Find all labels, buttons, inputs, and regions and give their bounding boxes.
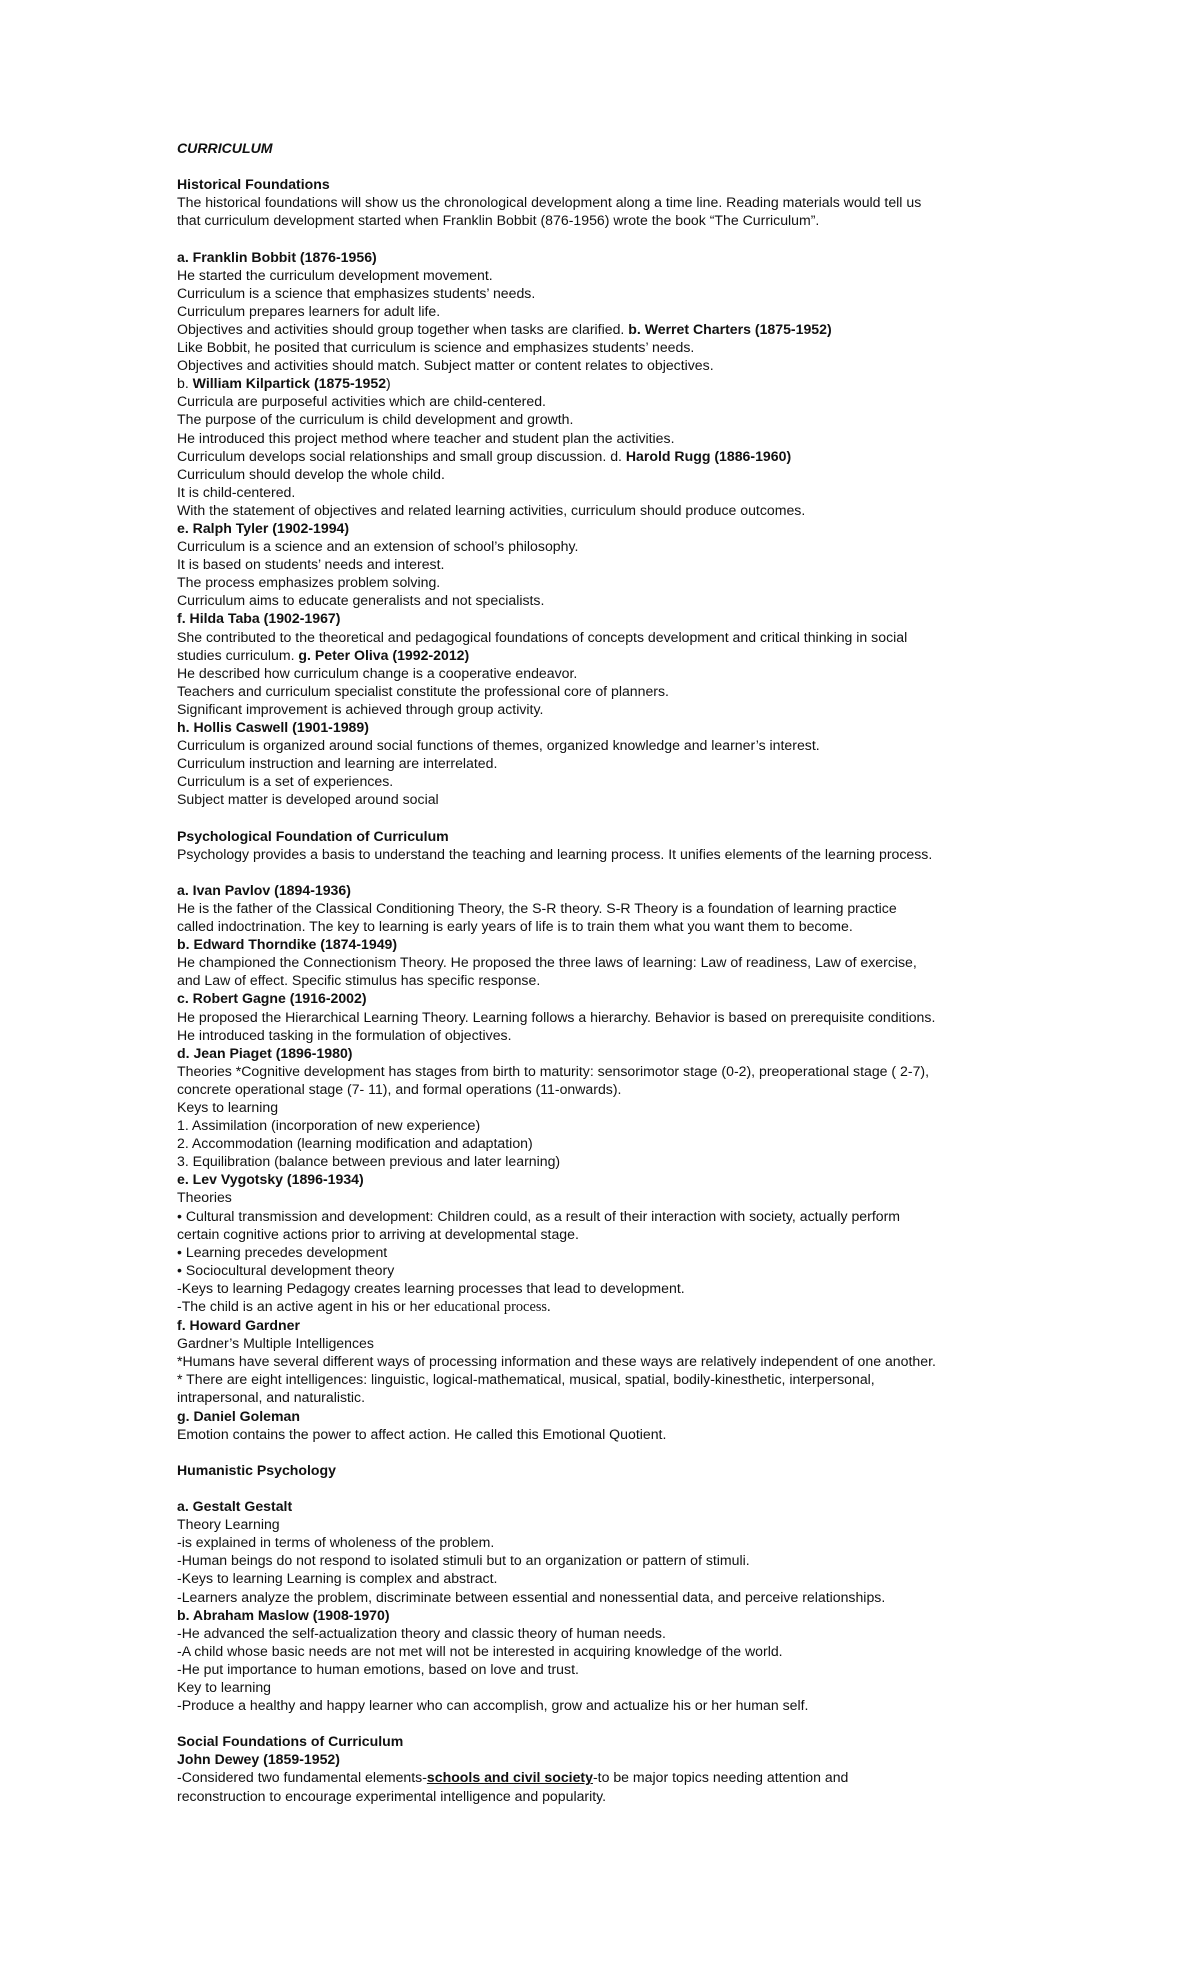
text-line [177,1062,1037,1080]
text-segment: Curriculum should develop the whole child. [177,465,445,482]
text-line [177,1008,1037,1026]
text-segment: It is based on students’ needs and interest. [177,556,445,573]
text-segment: -Human beings do not respond to isolated stimuli but to an organization or pattern of stimuli. [177,1552,750,1569]
bold-text: a. Gestalt Gestalt [177,1498,293,1515]
text-line [177,1261,1037,1279]
text-line [177,1116,1037,1134]
document-page [177,139,1037,1805]
text-segment: Theories [177,1189,232,1206]
underlined-text: schools and civil society [426,1769,593,1786]
text-segment: *Humans have several different ways of processing information and these ways are relatively independent of one another. [177,1353,936,1370]
bold-text: Social Foundations of Curriculum [177,1733,404,1750]
text-segment: -A child whose basic needs are not met will not be interested in acquiring knowledge of the world. [177,1642,783,1659]
text-segment: Psychology provides a basis to understand the teaching and learning process. It unifies elements of the learning process. [177,845,933,862]
text-segment: Like Bobbit, he posited that curriculum is science and emphasizes students’ needs. [177,339,695,356]
bold-text: b. Edward Thorndike (1874-1949) [177,936,398,953]
text-line [177,1026,1037,1044]
text-segment: • Cultural transmission and development: Children could, as a result of their interaction with society, actually perform [177,1207,901,1224]
text-line [177,1768,1037,1786]
text-line [177,1606,1037,1624]
text-line [177,1134,1037,1152]
bold-text: Historical Foundations [177,176,330,193]
blank-line [177,1714,1037,1732]
text-segment: She contributed to the theoretical and pedagogical foundations of concepts development and critical thinking in social [177,628,908,645]
text-segment: 1. Assimilation (incorporation of new experience) [177,1117,481,1134]
text-segment: educational process. [433,1299,551,1315]
text-line [177,519,1037,537]
text-line [177,1551,1037,1569]
text-line [177,338,1037,356]
text-line [177,754,1037,772]
text-line [177,917,1037,935]
text-segment: Significant improvement is achieved through group activity. [177,700,544,717]
text-segment: 2. Accommodation (learning modification and adaptation) [177,1135,533,1152]
bold-text: a. Franklin Bobbit (1876-1956) [177,248,377,265]
text-line [177,501,1037,519]
text-line [177,1225,1037,1243]
text-segment: Curriculum aims to educate generalists and not specialists. [177,592,545,609]
bold-text: g. Peter Oliva (1992-2012) [298,646,470,663]
text-line [177,211,1037,229]
text-segment: Teachers and curriculum specialist constitute the professional core of planners. [177,682,669,699]
text-segment: He started the curriculum development movement. [177,266,493,283]
text-line [177,175,1037,193]
bold-text: John Dewey (1859-1952) [177,1751,340,1768]
text-line [177,1569,1037,1587]
text-line [177,628,1037,646]
bold-text: b. Werret Charters (1875-1952) [628,320,832,337]
text-segment: -is explained in terms of wholeness of the problem. [177,1534,495,1551]
text-line [177,1407,1037,1425]
text-line [177,935,1037,953]
bold-text: Humanistic Psychology [177,1461,336,1478]
text-line [177,573,1037,591]
text-line [177,1334,1037,1352]
text-line [177,248,1037,266]
text-line [177,1279,1037,1297]
text-line [177,989,1037,1007]
text-line [177,1080,1037,1098]
bold-text: d. Jean Piaget (1896-1980) [177,1044,353,1061]
text-segment: Keys to learning [177,1098,279,1115]
bold-text: William Kilpartick (1875-1952 [192,375,387,392]
document-title: CURRICULUM [177,140,273,156]
text-line [177,1732,1037,1750]
text-line [177,1370,1037,1388]
text-segment: Objectives and activities should match. Subject matter or content relates to objectives. [177,357,714,374]
text-line [177,193,1037,211]
text-line [177,1678,1037,1696]
text-line [177,664,1037,682]
text-line [177,700,1037,718]
text-line [177,1388,1037,1406]
text-line [177,410,1037,428]
text-segment: -He advanced the self-actualization theory and classic theory of human needs. [177,1624,666,1641]
bold-text: Psychological Foundation of Curriculum [177,827,449,844]
text-line [177,1297,1037,1316]
text-line [177,1425,1037,1443]
bold-text: Harold Rugg (1886-1960) [625,447,792,464]
text-line [177,1787,1037,1805]
text-line [177,1624,1037,1642]
bold-text: c. Robert Gagne (1916-2002) [177,990,367,1007]
text-line [177,1188,1037,1206]
text-segment: intrapersonal, and naturalistic. [177,1389,366,1406]
blank-line [177,1479,1037,1497]
text-line [177,537,1037,555]
text-segment: -Learners analyze the problem, discriminate between essential and nonessential data, and perceive relationships. [177,1588,886,1605]
text-segment: He is the father of the Classical Conditioning Theory, the S-R theory. S-R Theory is a foundation of learning practice [177,899,897,916]
text-line [177,1316,1037,1334]
text-line [177,1642,1037,1660]
text-segment: -Produce a healthy and happy learner who can accomplish, grow and actualize his or her human self. [177,1697,809,1714]
text-segment: Curriculum is a set of experiences. [177,773,394,790]
blank-line [177,229,1037,247]
text-segment: * There are eight intelligences: linguistic, logical-mathematical, musical, spatial, bodily-kinesthetic, interpersonal, [177,1371,875,1388]
text-segment: Curriculum instruction and learning are interrelated. [177,755,498,772]
text-segment: The historical foundations will show us the chronological development along a time line. Reading materials would tell us [177,194,922,211]
blank-line [177,157,1037,175]
text-line [177,736,1037,754]
text-line [177,1461,1037,1479]
text-line [177,429,1037,447]
text-line [177,465,1037,483]
bold-text: a. Ivan Pavlov (1894-1936) [177,881,351,898]
text-line [177,374,1037,392]
text-line [177,320,1037,338]
text-segment: He described how curriculum change is a cooperative endeavor. [177,664,578,681]
text-line [177,1588,1037,1606]
text-segment: The purpose of the curriculum is child development and growth. [177,411,574,428]
text-segment: With the statement of objectives and related learning activities, curriculum should produce outcomes. [177,501,806,518]
text-line [177,718,1037,736]
text-line [177,899,1037,917]
text-line [177,302,1037,320]
text-line [177,772,1037,790]
text-segment: 3. Equilibration (balance between previous and later learning) [177,1153,561,1170]
text-line [177,845,1037,863]
text-segment: Curriculum develops social relationships and small group discussion. d. [177,447,626,464]
text-segment: He proposed the Hierarchical Learning Theory. Learning follows a hierarchy. Behavior is based on prerequisite conditions. [177,1008,936,1025]
text-segment: The process emphasizes problem solving. [177,574,441,591]
text-segment: • Sociocultural development theory [177,1261,395,1278]
text-line [177,646,1037,664]
text-line [177,1098,1037,1116]
bold-text: g. Daniel Goleman [177,1407,300,1424]
text-line [177,1044,1037,1062]
text-segment: reconstruction to encourage experimental intelligence and popularity. [177,1787,607,1804]
blank-line [177,863,1037,881]
text-segment: Subject matter is developed around social [177,791,439,808]
text-segment: -Keys to learning Pedagogy creates learning processes that lead to development. [177,1279,685,1296]
text-line [177,609,1037,627]
text-segment: Objectives and activities should group together when tasks are clarified. [177,320,629,337]
text-line [177,447,1037,465]
text-line [177,392,1037,410]
text-line [177,790,1037,808]
text-segment: He championed the Connectionism Theory. He proposed the three laws of learning: Law of readiness, Law of exercise, [177,954,917,971]
text-line [177,953,1037,971]
bold-text: e. Lev Vygotsky (1896-1934) [177,1171,364,1188]
text-segment: Curriculum is organized around social functions of themes, organized knowledge and learner’s interest. [177,737,820,754]
bold-text: h. Hollis Caswell (1901-1989) [177,719,369,735]
text-segment: Theory Learning [177,1516,280,1533]
text-segment: Curriculum is a science and an extension of school’s philosophy. [177,538,579,555]
text-segment: Gardner’s Multiple Intelligences [177,1335,374,1352]
text-line [177,1750,1037,1768]
text-segment: He introduced this project method where teacher and student plan the activities. [177,429,675,446]
bold-text: f. Hilda Taba (1902-1967) [177,610,341,627]
bold-text: f. Howard Gardner [177,1317,300,1334]
text-segment: Theories *Cognitive development has stages from birth to maturity: sensorimotor stage (0-2), preoperational stage ( 2-7), [177,1062,930,1079]
text-segment: studies curriculum. [177,646,299,663]
text-line [177,1497,1037,1515]
text-line [177,1515,1037,1533]
text-line [177,1243,1037,1261]
text-line [177,1152,1037,1170]
text-line [177,1352,1037,1370]
text-line [177,555,1037,573]
text-segment: -He put importance to human emotions, based on love and trust. [177,1660,579,1677]
text-line [177,591,1037,609]
text-line [177,1660,1037,1678]
text-line [177,1207,1037,1225]
text-segment: certain cognitive actions prior to arriving at developmental stage. [177,1225,579,1242]
text-segment: concrete operational stage (7- 11), and formal operations (11-onwards). [177,1080,622,1097]
text-segment: -Considered two fundamental elements- [177,1769,427,1786]
text-segment: Key to learning [177,1678,272,1695]
blank-line [177,808,1037,826]
text-segment: • Learning precedes development [177,1243,388,1260]
text-segment: -Keys to learning Learning is complex and abstract. [177,1570,498,1587]
text-line [177,356,1037,374]
text-segment: ) [386,375,391,392]
text-segment: Emotion contains the power to affect action. He called this Emotional Quotient. [177,1425,667,1442]
document-body [177,157,1037,1805]
text-segment: Curriculum prepares learners for adult life. [177,302,441,319]
text-segment: called indoctrination. The key to learning is early years of life is to train them what you want them to become. [177,918,853,935]
text-segment: -The child is an active agent in his or her [177,1298,434,1314]
text-line [177,881,1037,899]
text-segment: b. [177,375,193,392]
text-line [177,483,1037,501]
text-line [177,682,1037,700]
text-line [177,1533,1037,1551]
text-line [177,284,1037,302]
text-segment: -to be major topics needing attention and [592,1769,849,1786]
text-segment: He introduced tasking in the formulation of objectives. [177,1026,512,1043]
blank-line [177,1443,1037,1461]
text-segment: It is child-centered. [177,483,296,500]
text-segment: Curriculum is a science that emphasizes students’ needs. [177,284,536,301]
text-line [177,1170,1037,1188]
text-line [177,1696,1037,1714]
text-line [177,827,1037,845]
text-line [177,971,1037,989]
bold-text: b. Abraham Maslow (1908-1970) [177,1606,390,1623]
text-segment: and Law of effect. Specific stimulus has specific response. [177,972,541,989]
text-line [177,266,1037,284]
bold-text: e. Ralph Tyler (1902-1994) [177,519,350,536]
text-segment: Curricula are purposeful activities which are child-centered. [177,393,546,410]
text-segment: that curriculum development started when Franklin Bobbit (876-1956) wrote the book “The Curriculum”. [177,212,820,229]
